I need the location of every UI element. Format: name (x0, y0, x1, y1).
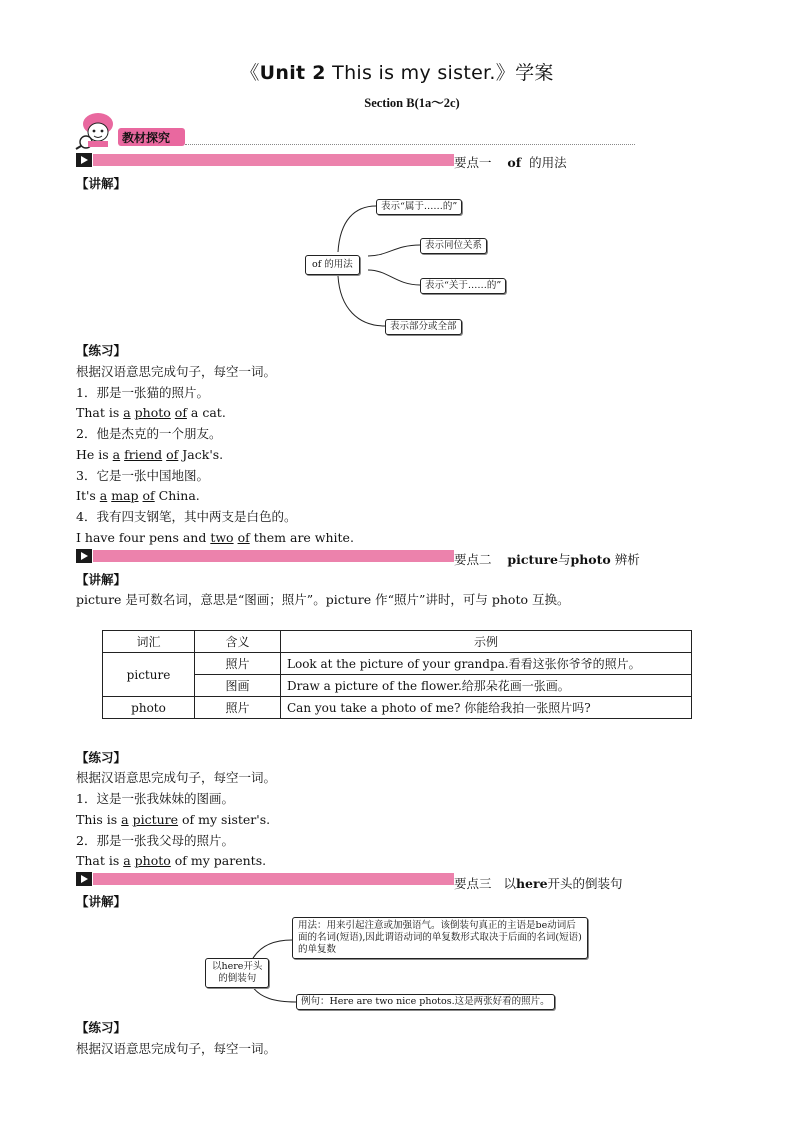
table-row (103, 653, 692, 675)
exercise-cn: 3．它是一张中国地图。 (76, 468, 209, 483)
point3-practice-label: 【练习】 (76, 1020, 127, 1035)
point1-mindmap-branch: 表示部分或全部 (385, 319, 462, 335)
point3-bar (76, 872, 454, 886)
exercise-en: It's a map of China. (76, 488, 200, 503)
point3-explain-label: 【讲解】 (76, 894, 127, 909)
table-cell-example: Can you take a photo of me? 你能给我拍一张照片吗? (281, 697, 692, 719)
table-cell-meaning: 照片 (195, 653, 281, 675)
point2-practice-label: 【练习】 (76, 750, 127, 765)
table-cell-word: photo (103, 697, 195, 719)
point2-instruction: 根据汉语意思完成句子，每空一词。 (76, 770, 277, 785)
play-icon (76, 549, 92, 563)
play-icon (76, 153, 92, 167)
table-cell-meaning: 照片 (195, 697, 281, 719)
point3-instruction: 根据汉语意思完成句子，每空一词。 (76, 1041, 277, 1056)
page-subtitle: Section B(1a～2c) (364, 96, 460, 110)
exercise-en: That is a photo of a cat. (76, 405, 226, 420)
page-title: 《Unit 2 This is my sister.》学案 (240, 62, 554, 84)
table-cell-meaning: 图画 (195, 675, 281, 697)
point1-mindmap-branch: 表示同位关系 (420, 238, 487, 254)
table-header: 含义 (195, 631, 281, 653)
table-header: 词汇 (103, 631, 195, 653)
point3-mindmap-usage: 用法：用来引起注意或加强语气。该倒装句真正的主语是be动词后 面的名词(短语),因此谓语动词的单复数形式取决于后面的名词(短语) 的单复数 (292, 917, 588, 959)
table-cell-word: picture (103, 653, 195, 697)
table-cell-example: Look at the picture of your grandpa.看看这张你爷爷的照片。 (281, 653, 692, 675)
point2-explain-label: 【讲解】 (76, 572, 127, 587)
point2-heading: 要点二 picture与photo 辨析 (454, 552, 640, 567)
point1-heading: 要点一 of 的用法 (454, 155, 567, 170)
exercise-cn: 2．他是杰克的一个朋友。 (76, 426, 222, 441)
point1-mindmap-branch: 表示“属于……的” (376, 199, 462, 215)
point2-explain-text: picture 是可数名词，意思是“图画；照片”。picture 作“照片”讲时，可与 photo 互换。 (76, 592, 570, 607)
exercise-en: I have four pens and two of them are white. (76, 530, 354, 545)
table-row (103, 697, 692, 719)
point1-instruction: 根据汉语意思完成句子，每空一词。 (76, 364, 277, 379)
point1-mindmap-branch: 表示“关于……的” (420, 278, 506, 294)
point1-explain-label: 【讲解】 (76, 176, 127, 191)
table-cell-example: Draw a picture of the flower.给那朵花画一张画。 (281, 675, 692, 697)
table-header-row (103, 631, 692, 653)
point3-mindmap-example: 例句：Here are two nice photos.这是两张好看的照片。 (296, 994, 555, 1010)
exercise-en: This is a picture of my sister's. (76, 812, 271, 827)
play-icon (76, 872, 92, 886)
point1-bar (76, 153, 454, 167)
point2-bar (76, 549, 454, 563)
table-header: 示例 (281, 631, 692, 653)
section-badge-label: 教材探究 (122, 131, 171, 145)
point1-practice-label: 【练习】 (76, 343, 127, 358)
exercise-cn: 1．那是一张猫的照片。 (76, 385, 209, 400)
exercise-en: That is a photo of my parents. (76, 853, 267, 868)
point3-heading: 要点三 以here开头的倒装句 (454, 876, 623, 891)
exercise-cn: 4．我有四支钢笔，其中两支是白色的。 (76, 509, 297, 524)
exercise-cn: 2．那是一张我父母的照片。 (76, 833, 234, 848)
vocab-table (102, 630, 692, 719)
exercise-cn: 1．这是一张我妹妹的图画。 (76, 791, 234, 806)
exercise-en: He is a friend of Jack's. (76, 447, 224, 462)
dotted-divider (185, 144, 635, 145)
point1-mindmap-center: of 的用法 (305, 255, 360, 275)
point3-mindmap-center: 以here开头 的倒装句 (205, 958, 269, 988)
section-header (74, 110, 636, 150)
